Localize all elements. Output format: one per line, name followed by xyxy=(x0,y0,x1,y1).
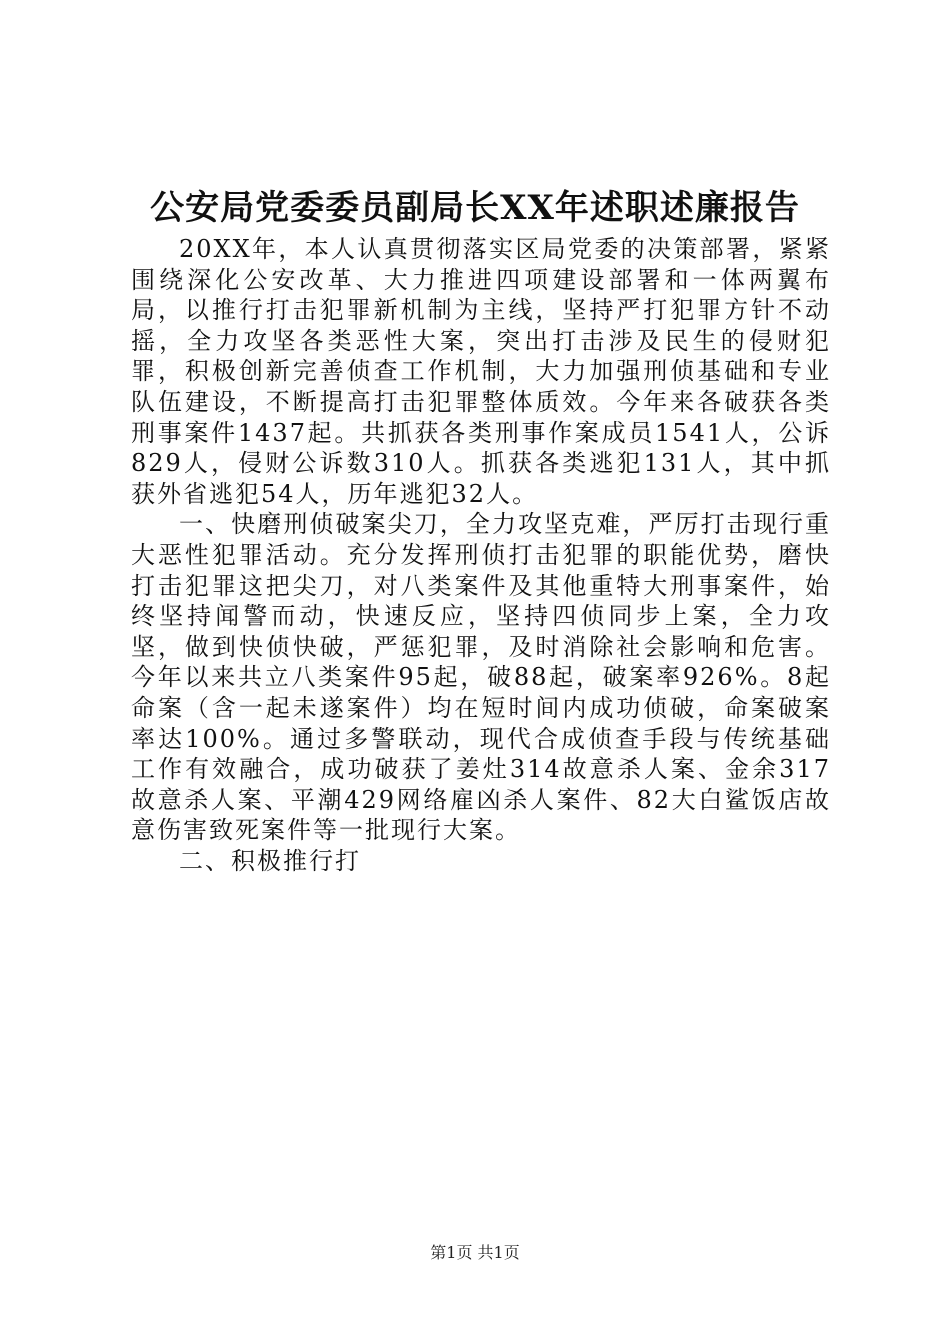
paragraph-intro: 20XX年，本人认真贯彻落实区局党委的决策部署，紧紧围绕深化公安改革、大力推进四项建设部署和一体两翼布局，以推行打击犯罪新机制为主线，坚持严打犯罪方针不动摇，全力攻坚各类恶性大案，突出打击涉及民生的侵财犯罪，积极创新完善侦查工作机制，大力加强刑侦基础和专业队伍建设，不断提高打击犯罪整体质效。今年来各破获各类刑事案件1437起。共抓获各类刑事作案成员1541人，公诉829人，侵财公诉数310人。抓获各类逃犯131人，其中抓获外省逃犯54人，历年逃犯32人。 xyxy=(131,235,831,508)
page-footer: 第1页 共1页 xyxy=(430,1243,520,1262)
document-title: 公安局党委委员副局长XX年述职述廉报告 xyxy=(150,188,800,228)
document-body xyxy=(131,234,831,876)
paragraph-section-two: 二、积极推行打 xyxy=(179,846,361,875)
paragraph-section-one: 一、快磨刑侦破案尖刀，全力攻坚克难，严厉打击现行重大恶性犯罪活动。充分发挥刑侦打击犯罪的职能优势，磨快打击犯罪这把尖刀，对八类案件及其他重特大刑事案件，始终坚持闻警而动，快速反应，坚持四侦同步上案，全力攻坚，做到快侦快破，严惩犯罪，及时消除社会影响和危害。今年以来共立八类案件95起，破88起，破案率926%。8起命案（含一起未遂案件）均在短时间内成功侦破，命案破案率达100%。通过多警联动，现代合成侦查手段与传统基础工作有效融合，成功破获了姜灶314故意杀人案、金余317故意杀人案、平潮429网络雇凶杀人案件、82大白鲨饭店故意伤害致死案件等一批现行大案。 xyxy=(131,510,831,845)
